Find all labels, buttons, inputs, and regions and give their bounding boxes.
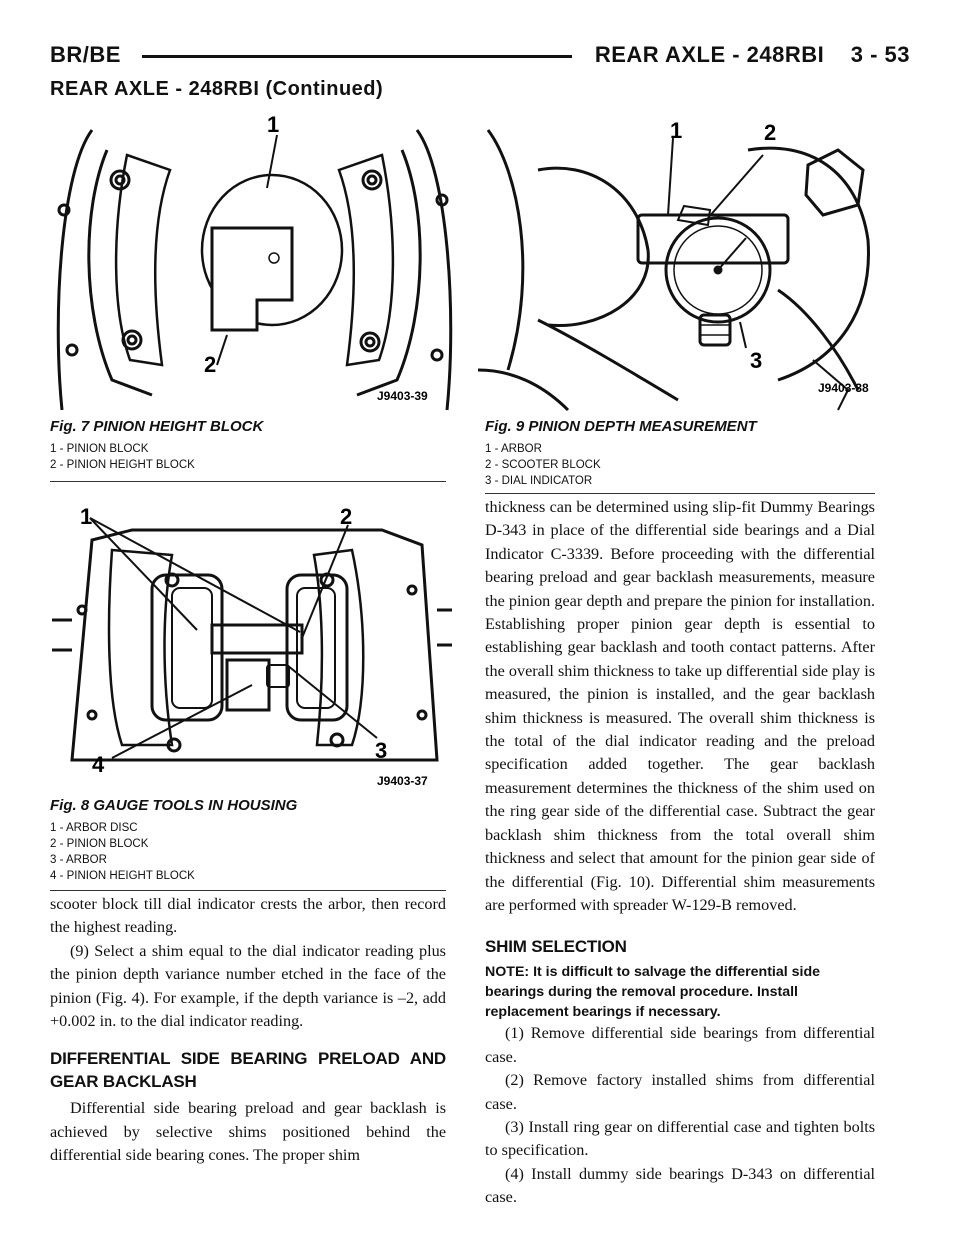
- section-heading: DIFFERENTIAL SIDE BEARING PRELOAD AND GEAR BACKLASH: [50, 1049, 446, 1092]
- step: (2) Remove factory installed shims from differential case.: [485, 1071, 875, 1113]
- fig7-title: Fig. 7 PINION HEIGHT BLOCK: [50, 418, 264, 435]
- section-heading: SHIM SELECTION: [485, 937, 627, 957]
- fig9-title: Fig. 9 PINION DEPTH MEASUREMENT: [485, 418, 757, 435]
- header-model: BR/BE: [50, 42, 121, 67]
- paragraph: scooter block till dial indicator crests the arbor, then record the highest reading.: [50, 895, 446, 937]
- fig8-code: J9403-37: [377, 774, 428, 788]
- header-rule: [142, 55, 572, 58]
- fig8-legend-item: 1 - ARBOR DISC: [50, 822, 138, 834]
- fig8-callout-4: 4: [92, 752, 105, 777]
- fig7-legend-item: 2 - PINION HEIGHT BLOCK: [50, 459, 195, 471]
- fig9-legend-item: 3 - DIAL INDICATOR: [485, 475, 593, 487]
- fig8-illustration: [52, 500, 452, 790]
- fig7-code: J9403-39: [377, 389, 428, 403]
- fig7-callout-1: 1: [267, 112, 280, 137]
- fig8-title: Fig. 8 GAUGE TOOLS IN HOUSING: [50, 797, 298, 814]
- fig9-code: J9403-38: [818, 381, 869, 395]
- paragraph: thickness can be determined using slip-fit Dummy Bearings D-343 in place of the differential side bearings and a Dial Indicator C-3339. Before proceeding with the differential bearing preload and gear backlash measurements, measure the pinion gear depth and prepare the pinion for installation. Establishing proper pinion gear depth is essential to establishing gear backlash and tooth contact patterns. After the overall shim thickness to take up differential side play is measured, the pinion is installed, and the gear backlash shim thickness is measured. The overall shim thickness is the total of the dial indicator reading and the preload specification added together. The gear backlash measurement determines the thickness of the shim used on the ring gear side of the differential case. Subtract the gear backlash shim thickness from the total overall shim thickness and select that amount for the pinion gear side of the differential (Fig. 10). Differential shim measurements are performed with spreader W-129-B removed.: [485, 498, 875, 914]
- paragraph: (9) Select a shim equal to the dial indicator reading plus the pinion depth variance number etched in the face of the pinion (Fig. 4). For example, if the depth variance is –2, add +0.002 in. to the dial indicator reading.: [50, 941, 446, 1031]
- page-header: [50, 42, 910, 72]
- step: (3) Install ring gear on differential case and tighten bolts to specification.: [485, 1117, 875, 1160]
- fig7-callout-2: 2: [204, 352, 217, 377]
- fig7-rule: [50, 481, 446, 482]
- paragraph: Differential side bearing preload and gear backlash is achieved by selective shims positioned behind the differential side bearing cones. The proper shim: [50, 1099, 446, 1165]
- fig7-illustration: [52, 110, 457, 415]
- fig7-legend-item: 1 - PINION BLOCK: [50, 443, 149, 455]
- header-section-page: REAR AXLE - 248RBI 3 - 53: [594, 42, 910, 67]
- fig8-legend-item: 2 - PINION BLOCK: [50, 838, 149, 850]
- step: (1) Remove differential side bearings from differential case.: [485, 1024, 875, 1066]
- note: NOTE: It is difficult to salvage the differential side bearings during the removal procedure. Install replacement bearings if necessary.: [485, 964, 821, 1021]
- fig9-callout-3: 3: [750, 348, 763, 373]
- fig7-caption: [50, 418, 450, 473]
- fig8-rule: [50, 890, 446, 891]
- step: (4) Install dummy side bearings D-343 on differential case.: [485, 1164, 875, 1207]
- fig9-rule: [485, 493, 875, 494]
- fig8-legend-item: 3 - ARBOR: [50, 854, 107, 866]
- fig8-callout-1: 1: [80, 504, 93, 529]
- fig8-caption: [50, 797, 450, 884]
- fig8-callout-2: 2: [340, 504, 353, 529]
- fig9-illustration: [478, 110, 878, 415]
- fig9-legend-item: 2 - SCOOTER BLOCK: [485, 459, 601, 471]
- fig8-legend-item: 4 - PINION HEIGHT BLOCK: [50, 870, 195, 882]
- fig9-caption: [485, 418, 885, 489]
- fig9-callout-1: 1: [670, 118, 683, 143]
- fig9-legend-item: 1 - ARBOR: [485, 443, 542, 455]
- fig8-callout-3: 3: [375, 738, 388, 763]
- fig9-callout-2: 2: [764, 120, 777, 145]
- left-column-text: [50, 893, 446, 1168]
- continued-title: REAR AXLE - 248RBI (Continued): [50, 78, 384, 100]
- right-column-text: [485, 496, 875, 1210]
